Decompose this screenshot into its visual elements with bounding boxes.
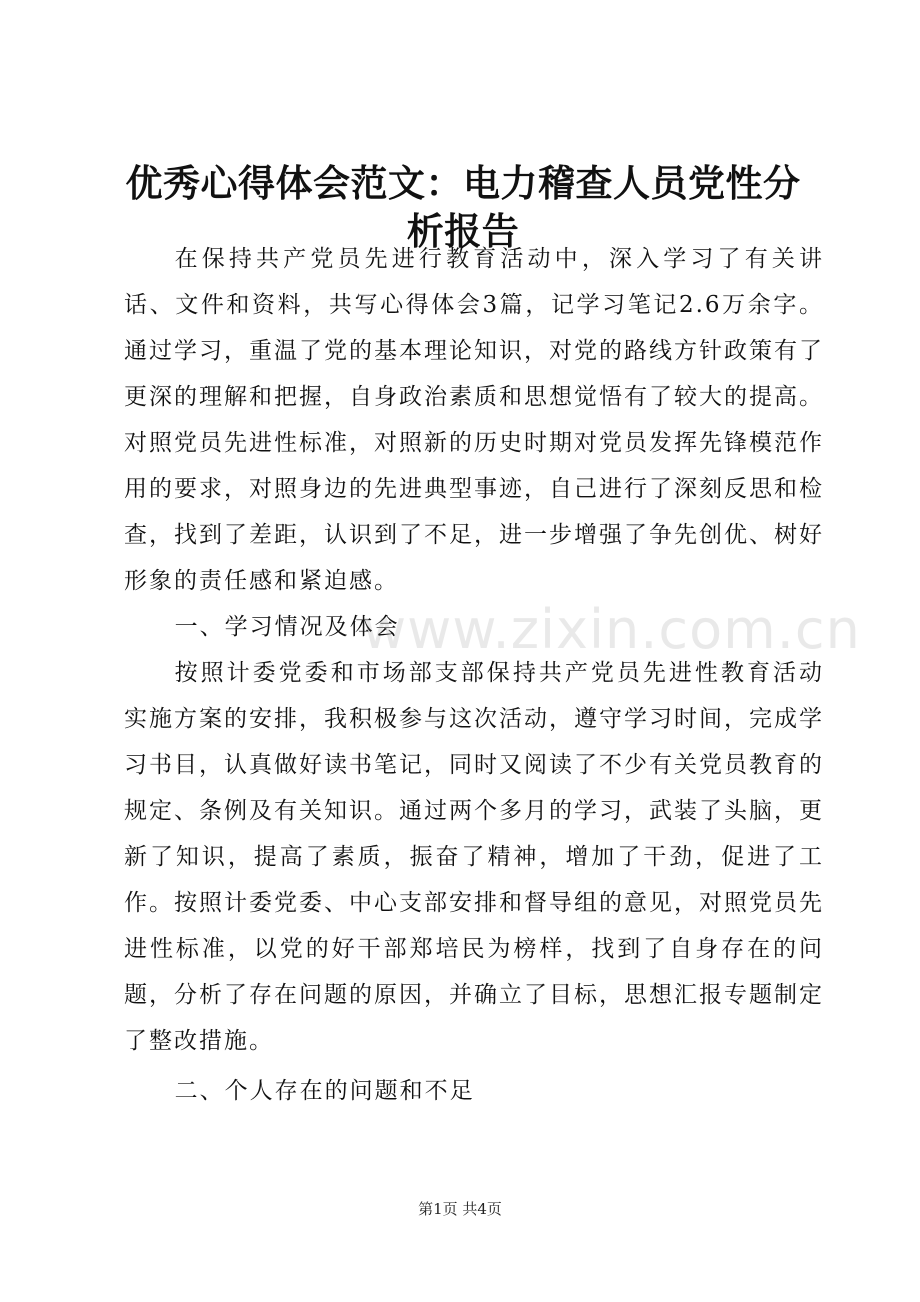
page-total: 共4页	[462, 1200, 502, 1218]
page-footer	[0, 1198, 920, 1219]
page-number: 第1页	[418, 1200, 458, 1218]
section-paragraph-1: 按照计委党委和市场部支部保持共产党员先进性教育活动实施方案的安排，我积极参与这次活动，遵守学习时间，完成学习书目，认真做好读书笔记，同时又阅读了不少有关党员教育的规定、条例及有关知识。通过两个多月的学习，武装了头脑，更新了知识，提高了素质，振奋了精神，增加了干劲，促进了工作。按照计委党委、中心支部安排和督导组的意见，对照党员先进性标准，以党的好干部郑培民为榜样，找到了自身存在的问题，分析了存在问题的原因，并确立了目标，思想汇报专题制定了整改措施。	[124, 660, 824, 1054]
document-title: 优秀心得体会范文：电力稽查人员党性分析报告	[125, 162, 801, 253]
watermark: www.zixin.com.cn	[362, 598, 861, 661]
document-body	[124, 236, 824, 1114]
section-heading-1: 一、学习情况及体会	[174, 614, 400, 640]
intro-paragraph: 在保持共产党员先进行教育活动中，深入学习了有关讲话、文件和资料，共写心得体会3篇，记学习笔记2.6万余字。通过学习，重温了党的基本理论知识，对党的路线方针政策有了更深的理解和把握，自身政治素质和思想觉悟有了较大的提高。对照党员先进性标准，对照新的历史时期对党员发挥先锋模范作用的要求，对照身边的先进典型事迹，自己进行了深刻反思和检查，找到了差距，认识到了不足，进一步增强了争先创优、树好形象的责任感和紧迫感。	[124, 246, 824, 594]
section-heading-2: 二、个人存在的问题和不足	[174, 1078, 475, 1104]
